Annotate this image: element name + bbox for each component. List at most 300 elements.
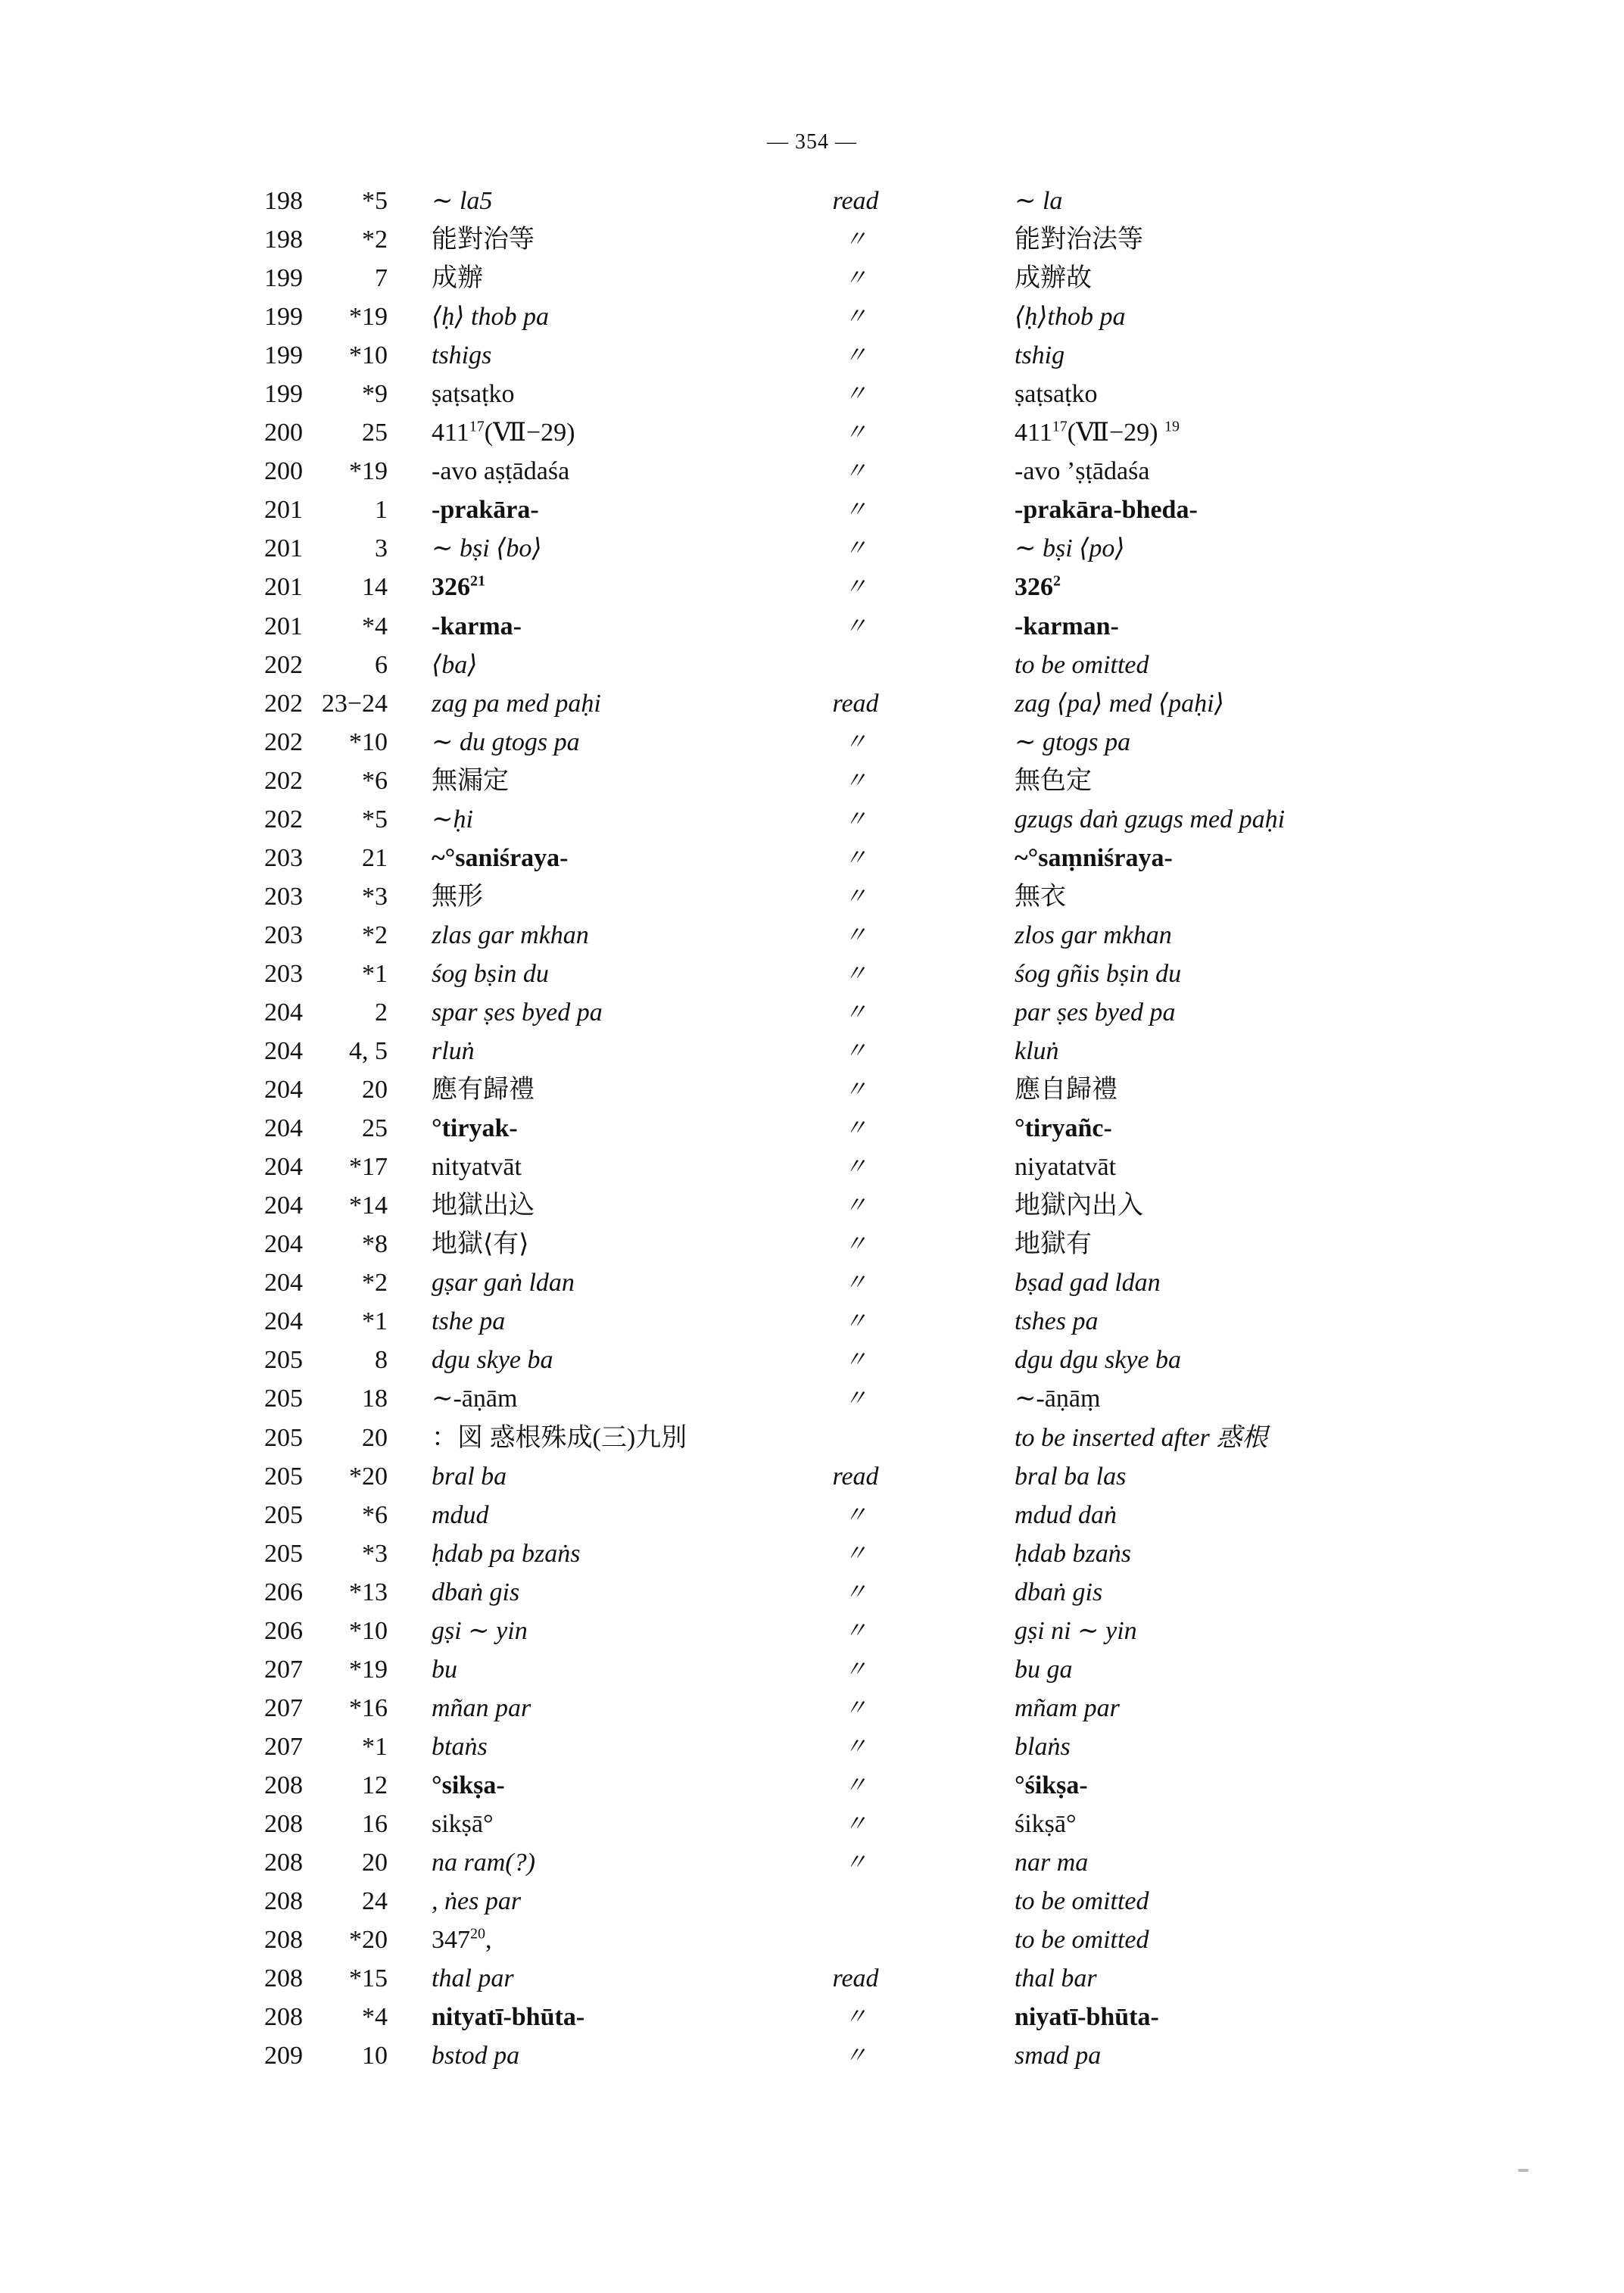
correction-cell <box>1015 877 1066 916</box>
page-cell: 208 <box>264 2003 303 2032</box>
page-cell: 204 <box>264 1076 303 1104</box>
errata-row <box>0 877 1624 916</box>
action-cell: 〃 <box>844 1618 867 1643</box>
error-cell <box>432 2036 519 2075</box>
error-cell <box>432 1148 522 1186</box>
errata-table <box>0 182 1624 2075</box>
error-text: ⟨ba⟩ <box>432 650 478 679</box>
error-text: 347 <box>432 1926 470 1955</box>
error-text: ∼-āṇām <box>432 1385 518 1413</box>
page-number: — 354 — <box>767 130 857 154</box>
error-cell <box>432 955 549 993</box>
correction-text: °tiryañc- <box>1015 1114 1112 1143</box>
error-text: -avo aṣṭādaśa <box>432 457 570 486</box>
correction-cell <box>1015 1186 1143 1225</box>
page-cell: 201 <box>264 534 303 563</box>
correction-text: ⟨ḥ⟩thob pa <box>1015 303 1126 332</box>
error-text: gṣar gaṅ ldan <box>432 1269 575 1298</box>
correction-cell <box>1015 1032 1059 1070</box>
page-cell: 204 <box>264 1269 303 1298</box>
correction-text: 成辦故 <box>1015 264 1092 293</box>
action-cell: 〃 <box>844 2005 867 2030</box>
error-cell <box>432 993 603 1032</box>
error-cell <box>432 1225 529 1263</box>
page-cell: 198 <box>264 226 303 254</box>
action-cell: 〃 <box>844 883 867 909</box>
correction-text: 411 <box>1015 419 1052 447</box>
correction-cell <box>1015 1341 1181 1379</box>
error-text: 無形 <box>432 882 483 911</box>
errata-row <box>0 298 1624 336</box>
page-cell: 208 <box>264 1771 303 1799</box>
correction-cell <box>1015 220 1143 259</box>
action-cell: 〃 <box>844 304 867 330</box>
correction-cell <box>1015 491 1198 529</box>
correction-text: to be omitted <box>1015 650 1149 679</box>
error-text: na ram(?) <box>432 1849 535 1877</box>
correction-text: to be inserted after 惑根 <box>1015 1423 1268 1452</box>
line-cell: 10 <box>362 2042 388 2070</box>
page-cell: 205 <box>264 1385 303 1413</box>
action-cell: 〃 <box>844 1734 867 1759</box>
line-cell: *2 <box>362 226 388 254</box>
correction-text: °śikṣa- <box>1015 1771 1088 1799</box>
scan-speck <box>1518 2169 1529 2172</box>
errata-row <box>0 1882 1624 1921</box>
error-cell <box>432 1032 475 1070</box>
line-cell: *19 <box>349 457 388 486</box>
errata-row <box>0 1573 1624 1612</box>
correction-text: -avo ’ṣṭādaśa <box>1015 457 1150 486</box>
page-cell: 198 <box>264 187 303 215</box>
error-text: sikṣā° <box>432 1809 494 1838</box>
errata-row <box>0 568 1624 606</box>
line-cell: *6 <box>362 1500 388 1529</box>
error-cell <box>432 1457 507 1496</box>
action-cell: 〃 <box>844 1270 867 1296</box>
line-cell: *5 <box>362 187 388 215</box>
correction-cell <box>1015 1457 1126 1496</box>
correction-text: -karman- <box>1015 612 1119 640</box>
page-cell: 204 <box>264 1230 303 1259</box>
page-cell: 205 <box>264 1539 303 1568</box>
action-cell: 〃 <box>844 1154 867 1180</box>
line-cell: 1 <box>375 496 388 525</box>
correction-cell <box>1015 413 1180 452</box>
errata-row <box>0 220 1624 259</box>
line-cell: *1 <box>362 959 388 988</box>
error-text: bral ba <box>432 1462 507 1491</box>
line-cell: *3 <box>362 1539 388 1568</box>
correction-cell <box>1015 762 1092 800</box>
correction-text: śog gñis bṣin du <box>1015 959 1182 988</box>
correction-cell <box>1015 1650 1073 1689</box>
correction-text: ḥdab bzaṅs <box>1015 1539 1131 1568</box>
error-text: 411 <box>432 419 469 447</box>
page-cell: 204 <box>264 1192 303 1220</box>
action-cell: 〃 <box>844 1232 867 1257</box>
page-cell: 208 <box>264 1964 303 1993</box>
error-cell <box>432 1882 521 1921</box>
error-cell <box>432 375 515 413</box>
page-cell: 206 <box>264 1578 303 1606</box>
correction-cell <box>1015 800 1285 839</box>
error-cell <box>432 1805 494 1843</box>
action-cell: 〃 <box>844 1077 867 1103</box>
line-cell: 14 <box>362 573 388 602</box>
error-text: nityatī-bhūta- <box>432 2003 585 2032</box>
errata-row <box>0 1843 1624 1882</box>
correction-text: dbaṅ gis <box>1015 1578 1103 1606</box>
error-cell <box>432 723 580 762</box>
action-cell: 〃 <box>844 266 867 291</box>
errata-row <box>0 1263 1624 1302</box>
error-cell <box>432 1534 580 1573</box>
correction-cell <box>1015 1728 1071 1766</box>
correction-cell <box>1015 1998 1159 2036</box>
line-cell: *6 <box>362 766 388 795</box>
page-cell: 208 <box>264 1887 303 1916</box>
line-cell: 25 <box>362 1114 388 1143</box>
correction-text: bṣad gad ldan <box>1015 1269 1161 1298</box>
correction-text: ∼-āṇāṃ <box>1015 1385 1101 1413</box>
error-text: ∼ bṣi ⟨bo⟩ <box>432 534 542 563</box>
correction-text: kluṅ <box>1015 1037 1059 1066</box>
error-text: 應有歸禮 <box>432 1076 535 1104</box>
error-text: spar ṣes byed pa <box>432 998 603 1027</box>
action-cell: 〃 <box>844 806 867 832</box>
line-cell: *20 <box>349 1462 388 1491</box>
error-cell <box>432 1689 531 1728</box>
error-text: °tiryak- <box>432 1114 518 1143</box>
error-cell <box>432 839 569 877</box>
error-text: dgu skye ba <box>432 1346 553 1375</box>
correction-text: nar ma <box>1015 1849 1089 1877</box>
errata-row <box>0 1921 1624 1959</box>
page-cell: 204 <box>264 1114 303 1143</box>
correction-text: niyatatvāt <box>1015 1153 1117 1182</box>
line-cell: 7 <box>375 264 388 293</box>
correction-text: śikṣā° <box>1015 1809 1077 1838</box>
correction-text: 地獄內出入 <box>1015 1192 1143 1220</box>
action-cell: 〃 <box>844 613 867 639</box>
error-text: -prakāra- <box>432 496 539 525</box>
error-cell <box>432 1109 518 1148</box>
line-cell: 3 <box>375 534 388 563</box>
errata-row <box>0 1766 1624 1805</box>
error-text: ∼ la5 <box>432 187 493 215</box>
line-cell: 25 <box>362 419 388 447</box>
errata-row <box>0 1959 1624 1998</box>
page-cell: 205 <box>264 1346 303 1375</box>
error-cell <box>432 452 569 491</box>
action-cell: 〃 <box>844 845 867 871</box>
correction-superscript: 17 <box>1052 418 1068 435</box>
page-cell: 200 <box>264 419 303 447</box>
error-text: 地獄出込 <box>432 1192 535 1220</box>
correction-cell <box>1015 1496 1117 1534</box>
action-cell: 〃 <box>844 1502 867 1528</box>
page-cell: 199 <box>264 380 303 409</box>
line-cell: 20 <box>362 1849 388 1877</box>
error-cell <box>432 607 522 646</box>
correction-cell <box>1015 452 1149 491</box>
line-cell: *2 <box>362 1269 388 1298</box>
action-cell: 〃 <box>844 961 867 986</box>
correction-cell <box>1015 298 1125 336</box>
errata-row <box>0 491 1624 529</box>
errata-row <box>0 1728 1624 1766</box>
correction-text: tshig <box>1015 341 1065 370</box>
error-text: -karma- <box>432 612 522 640</box>
error-text: 326 <box>432 573 470 602</box>
errata-row <box>0 723 1624 762</box>
correction-text: 應自歸禮 <box>1015 1076 1117 1104</box>
error-text: bstod pa <box>432 2042 520 2070</box>
action-cell: read <box>832 1462 879 1491</box>
error-cell <box>432 684 601 723</box>
errata-row <box>0 182 1624 220</box>
error-cell <box>432 182 492 220</box>
page-cell: 199 <box>264 264 303 293</box>
page-cell: 209 <box>264 2042 303 2070</box>
errata-row <box>0 1070 1624 1109</box>
correction-text-after: (Ⅶ−29) <box>1067 419 1158 447</box>
page-cell: 203 <box>264 959 303 988</box>
line-cell: 4, 5 <box>349 1037 388 1066</box>
correction-text: ∼ gtogs pa <box>1015 727 1131 756</box>
action-cell: 〃 <box>844 497 867 523</box>
line-cell: 20 <box>362 1423 388 1452</box>
errata-row <box>0 1341 1624 1379</box>
action-cell: 〃 <box>844 1811 867 1837</box>
line-cell: 24 <box>362 1887 388 1916</box>
line-cell: *19 <box>349 1655 388 1684</box>
correction-cell <box>1015 916 1172 955</box>
action-cell: 〃 <box>844 999 867 1025</box>
correction-text: smad pa <box>1015 2042 1102 2070</box>
correction-cell <box>1015 1070 1117 1109</box>
correction-cell <box>1015 723 1130 762</box>
page-cell: 208 <box>264 1849 303 1877</box>
error-text: 能對治等 <box>432 226 535 254</box>
page-cell: 199 <box>264 303 303 332</box>
error-cell <box>432 220 535 259</box>
error-text: ∼ du gtogs pa <box>432 727 580 756</box>
correction-cell <box>1015 607 1119 646</box>
page-cell: 202 <box>264 650 303 679</box>
error-text-after: , <box>485 1926 492 1955</box>
correction-text: mdud daṅ <box>1015 1500 1117 1529</box>
correction-text: par ṣes byed pa <box>1015 998 1176 1027</box>
line-cell: *4 <box>362 612 388 640</box>
page-cell: 199 <box>264 341 303 370</box>
page-cell: 203 <box>264 921 303 949</box>
error-cell <box>432 877 483 916</box>
page-cell: 207 <box>264 1693 303 1722</box>
errata-row <box>0 993 1624 1032</box>
correction-cell <box>1015 1766 1088 1805</box>
error-text: zlas gar mkhan <box>432 921 589 949</box>
correction-text: tshes pa <box>1015 1307 1099 1336</box>
correction-superscript: 2 <box>1053 573 1061 590</box>
error-cell <box>432 298 549 336</box>
correction-cell <box>1015 375 1098 413</box>
error-cell <box>432 762 509 800</box>
error-cell <box>432 646 478 684</box>
action-cell: 〃 <box>844 1695 867 1721</box>
correction-cell <box>1015 993 1175 1032</box>
correction-cell <box>1015 1379 1100 1418</box>
error-cell <box>432 259 483 298</box>
correction-cell <box>1015 182 1062 220</box>
error-text: ṣaṭsaṭko <box>432 380 515 409</box>
correction-text: 326 <box>1015 573 1053 602</box>
errata-row <box>0 1805 1624 1843</box>
correction-superscript-2: 19 <box>1164 418 1180 435</box>
error-text: thal par <box>432 1964 514 1993</box>
correction-cell <box>1015 1612 1137 1650</box>
correction-text: bral ba las <box>1015 1462 1127 1491</box>
action-cell: read <box>832 689 879 718</box>
line-cell: *10 <box>349 727 388 756</box>
errata-row <box>0 1186 1624 1225</box>
action-cell: 〃 <box>844 1541 867 1566</box>
correction-cell <box>1015 1843 1088 1882</box>
errata-row <box>0 1534 1624 1573</box>
line-cell: *20 <box>349 1926 388 1955</box>
action-cell: 〃 <box>844 459 867 484</box>
action-cell: read <box>832 187 879 215</box>
page-cell: 204 <box>264 1153 303 1182</box>
page-cell: 200 <box>264 457 303 486</box>
error-cell <box>432 336 491 375</box>
correction-cell <box>1015 1959 1097 1998</box>
correction-cell <box>1015 1921 1149 1959</box>
error-cell <box>432 1650 457 1689</box>
page-cell: 205 <box>264 1423 303 1452</box>
action-cell: 〃 <box>844 2043 867 2069</box>
errata-row <box>0 1379 1624 1418</box>
error-text: bu <box>432 1655 457 1684</box>
error-cell <box>432 1766 505 1805</box>
error-text: gṣi ∼ yin <box>432 1616 528 1645</box>
line-cell: *4 <box>362 2003 388 2032</box>
correction-cell <box>1015 1689 1120 1728</box>
error-text: zag pa med paḥi <box>432 689 601 718</box>
correction-cell <box>1015 529 1125 568</box>
correction-text: dgu dgu skye ba <box>1015 1346 1182 1375</box>
line-cell: 21 <box>362 843 388 872</box>
line-cell: 18 <box>362 1385 388 1413</box>
page-cell: 206 <box>264 1616 303 1645</box>
line-cell: 16 <box>362 1809 388 1838</box>
correction-text: mñam par <box>1015 1693 1120 1722</box>
errata-row <box>0 839 1624 877</box>
page-cell: 202 <box>264 689 303 718</box>
action-cell: 〃 <box>844 1850 867 1876</box>
errata-row <box>0 1302 1624 1341</box>
error-superscript: 20 <box>470 1925 485 1943</box>
error-cell <box>432 529 542 568</box>
error-cell <box>432 1419 687 1457</box>
errata-row <box>0 955 1624 993</box>
correction-cell <box>1015 1805 1077 1843</box>
action-cell: 〃 <box>844 227 867 253</box>
error-text: ⟨ḥ⟩ thob pa <box>432 303 549 332</box>
errata-row <box>0 800 1624 839</box>
correction-cell <box>1015 839 1173 877</box>
line-cell: *9 <box>362 380 388 409</box>
error-cell <box>432 1379 517 1418</box>
errata-row <box>0 646 1624 684</box>
errata-row <box>0 684 1624 723</box>
correction-cell <box>1015 1148 1116 1186</box>
error-cell <box>432 1263 575 1302</box>
correction-cell <box>1015 955 1181 993</box>
action-cell: 〃 <box>844 575 867 600</box>
error-text: ∼ḥi <box>432 805 473 833</box>
error-text: nityatvāt <box>432 1153 522 1182</box>
line-cell: 6 <box>375 650 388 679</box>
action-cell: 〃 <box>844 1193 867 1219</box>
page-cell: 207 <box>264 1732 303 1761</box>
error-cell <box>432 1573 519 1612</box>
page-cell: 203 <box>264 882 303 911</box>
error-text: mñan par <box>432 1693 531 1722</box>
errata-row <box>0 762 1624 800</box>
error-text: 成辦 <box>432 264 483 293</box>
errata-row <box>0 607 1624 646</box>
errata-row <box>0 259 1624 298</box>
correction-text: to be omitted <box>1015 1926 1149 1955</box>
errata-row <box>0 1457 1624 1496</box>
correction-text: 無色定 <box>1015 766 1092 795</box>
line-cell: *16 <box>349 1693 388 1722</box>
action-cell: 〃 <box>844 1039 867 1064</box>
errata-row <box>0 1650 1624 1689</box>
error-cell <box>432 1959 514 1998</box>
page-cell: 201 <box>264 496 303 525</box>
error-cell <box>432 1921 492 1959</box>
action-cell: 〃 <box>844 768 867 793</box>
line-cell: 12 <box>362 1771 388 1799</box>
correction-text: gzugs daṅ gzugs med paḥi <box>1015 805 1286 833</box>
error-cell <box>432 1302 505 1341</box>
page-cell: 203 <box>264 843 303 872</box>
line-cell: *3 <box>362 882 388 911</box>
errata-row <box>0 1612 1624 1650</box>
error-cell <box>432 568 485 606</box>
page-cell: 204 <box>264 1307 303 1336</box>
correction-text: ∼ la <box>1015 187 1063 215</box>
error-cell <box>432 1728 488 1766</box>
action-cell: 〃 <box>844 1116 867 1142</box>
error-text: tshigs <box>432 341 492 370</box>
correction-cell <box>1015 1882 1149 1921</box>
correction-text: thal bar <box>1015 1964 1097 1993</box>
errata-row <box>0 413 1624 452</box>
action-cell: 〃 <box>844 922 867 948</box>
line-cell: *17 <box>349 1153 388 1182</box>
correction-cell <box>1015 1302 1099 1341</box>
page-cell: 207 <box>264 1655 303 1684</box>
page-cell: 205 <box>264 1462 303 1491</box>
errata-row <box>0 1225 1624 1263</box>
line-cell: 8 <box>375 1346 388 1375</box>
page-cell: 202 <box>264 727 303 756</box>
error-cell <box>432 1341 553 1379</box>
